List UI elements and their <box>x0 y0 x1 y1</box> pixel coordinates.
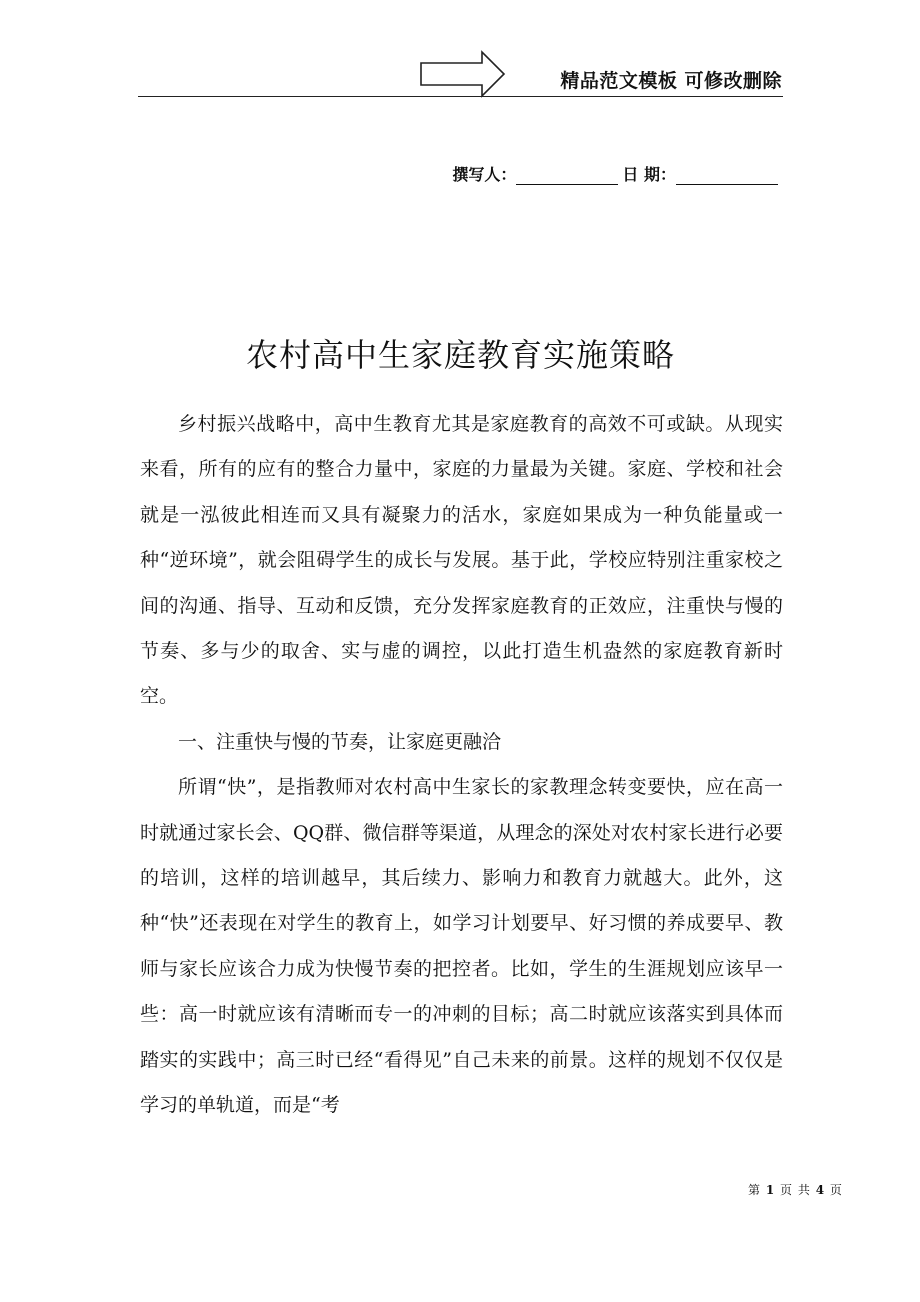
author-date-row <box>452 162 782 185</box>
page-footer: 第 1 页 共 4 页 <box>748 1183 842 1197</box>
author-label: 撰写人： <box>452 165 517 184</box>
header-label: 精品范文模板 可修改删除 <box>560 70 782 92</box>
date-blank <box>676 166 778 185</box>
date-label: 日 期： <box>622 165 676 184</box>
author-blank <box>516 166 618 185</box>
document-title: 农村高中生家庭教育实施策略 <box>245 336 675 374</box>
arrow-right-icon <box>420 50 506 102</box>
total-pages: 4 <box>815 1183 825 1197</box>
header-divider <box>138 96 783 97</box>
paragraph: 所谓“快”，是指教师对农村高中生家长的家教理念转变要快，应在高一时就通过家长会、QQ群、微信群等渠道，从理念的深处对农村家长进行必要的培训，这样的培训越早，其后续力、影响力和教育力就越大。此外，这种“快”还表现在对学生的教育上，如学习计划要早、好习惯的养成要早、教师与家长应该合力成为快慢节奏的把控者。比如，学生的生涯规划应该早一些：高一时就应该有清晰而专一的冲刺的目标；高二时就应该落实到具体而踏实的实践中；高三时已经“看得见”自己未来的前景。这样的规划不仅仅是学习的单轨道，而是“考 <box>140 776 783 1117</box>
section-heading: 一、注重快与慢的节奏，让家庭更融洽 <box>178 730 502 753</box>
paragraph: 乡村振兴战略中，高中生教育尤其是家庭教育的高效不可或缺。从现实来看，所有的应有的整合力量中，家庭的力量最为关键。家庭、学校和社会就是一泓彼此相连而又具有凝聚力的活水，家庭如果成为一种负能量或一种“逆环境”，就会阻碍学生的成长与发展。基于此，学校应特别注重家校之间的沟通、指导、互动和反馈，充分发挥家庭教育的正效应，注重快与慢的节奏、多与少的取舍、实与虚的调控，以此打造生机盎然的家庭教育新时空。 <box>140 413 783 708</box>
current-page: 1 <box>765 1183 775 1197</box>
document-body <box>140 402 783 1129</box>
